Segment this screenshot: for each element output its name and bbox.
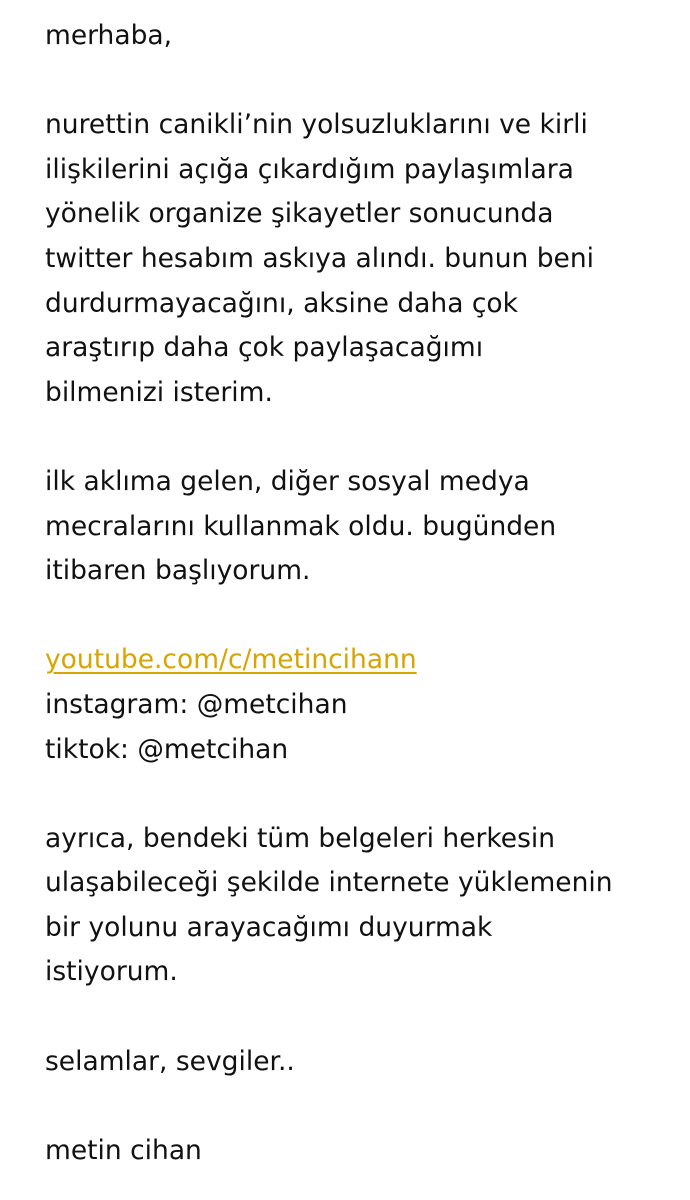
youtube-link-line (45, 638, 675, 683)
paragraph-gap (45, 1084, 675, 1129)
paragraph-3-line: istiyorum. (45, 956, 178, 988)
social-links (45, 638, 675, 772)
paragraph-1-line: araştırıp daha çok paylaşacağımı (45, 332, 484, 364)
paragraph-gap (45, 415, 675, 460)
paragraph-1-line: durdurmayacağını, aksine daha çok (45, 287, 518, 319)
paragraph-2-line: mecralarını kullanmak oldu. bugünden (45, 510, 557, 542)
tiktok-handle: tiktok: @metcihan (45, 733, 289, 765)
paragraph-3-line: ayrıca, bendeki tüm belgeleri herkesin (45, 822, 556, 854)
paragraph-1 (45, 103, 675, 415)
instagram-handle: instagram: @metcihan (45, 688, 348, 720)
youtube-link[interactable]: youtube.com/c/metincihann (45, 644, 417, 676)
closing-text: selamlar, sevgiler.. (45, 1045, 295, 1077)
paragraph-1-line: nurettin canikli’nin yolsuzluklarını ve kirli (45, 109, 588, 141)
paragraph-1-line: bilmenizi isterim. (45, 376, 273, 408)
paragraph-2-line: ilk aklıma gelen, diğer sosyal medya (45, 465, 530, 497)
paragraph-2 (45, 460, 675, 594)
paragraph-1-line: twitter hesabım askıya alındı. bunun beni (45, 242, 594, 274)
paragraph-3-line: ulaşabileceği şekilde internete yüklemenin (45, 867, 613, 899)
note-body (45, 14, 675, 1173)
paragraph-gap (45, 594, 675, 639)
paragraph-1-line: yönelik organize şikayetler sonucunda (45, 198, 554, 230)
greeting-text: merhaba, (45, 20, 173, 51)
paragraph-2-line: itibaren başlıyorum. (45, 555, 311, 587)
paragraph-gap (45, 995, 675, 1040)
paragraph-3-line: bir yolunu arayacağımı duyurmak (45, 911, 493, 943)
signature-text: metin cihan (45, 1134, 202, 1166)
paragraph-3 (45, 817, 675, 995)
paragraph-gap (45, 59, 675, 104)
paragraph-1-line: ilişkilerini açığa çıkardığım paylaşımlara (45, 153, 574, 185)
paragraph-gap (45, 772, 675, 817)
